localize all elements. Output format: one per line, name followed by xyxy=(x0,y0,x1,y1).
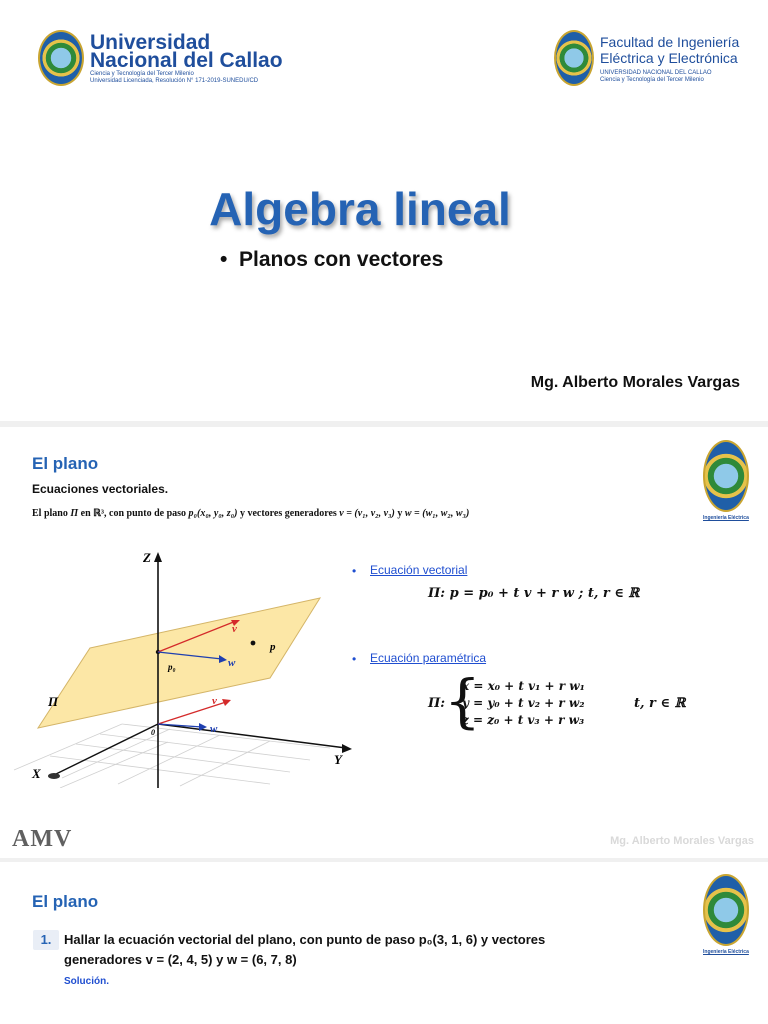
intro-p: p₀(x₀, y₀, z₀) xyxy=(188,508,238,519)
pi-label: Π xyxy=(48,694,59,709)
plane-pi xyxy=(38,598,320,728)
problem-number: 1. xyxy=(33,930,59,950)
section-title: El plano xyxy=(32,454,99,473)
author: Mg. Alberto Morales Vargas xyxy=(530,374,740,391)
vector-equation-label: Ecuación vectorial xyxy=(370,563,468,577)
intro-w: w = (w₁, w₂, w₃) xyxy=(404,508,470,519)
parametric-x: x = x₀ + t v₁ + r w₁ xyxy=(462,679,585,693)
bullet: • xyxy=(352,652,357,666)
intro-c: y vectores generadores xyxy=(237,508,340,519)
p0-label: p₀ xyxy=(168,662,176,672)
university-name-line1: Universidad xyxy=(90,31,211,54)
content-slide-2 xyxy=(0,862,768,1024)
faculty-university: UNIVERSIDAD NACIONAL DEL CALLAO xyxy=(600,70,712,76)
p-label: p xyxy=(270,641,276,653)
problem-statement: Hallar la ecuación vectorial del plano, con punto de paso p₀(3, 1, 6) y vectores generadores v = (2, 4, 5) y w = (6, 7, 8) xyxy=(64,932,546,967)
y-label: Y xyxy=(334,752,342,767)
parametric-suffix: t, r ∈ ℝ xyxy=(634,696,686,711)
w-label: w xyxy=(228,657,236,669)
intro-b: en ℝ³, con punto de paso xyxy=(78,508,189,519)
faculty-motto: Ciencia y Tecnología del Tercer Milenio xyxy=(600,77,704,83)
faculty-seal-icon xyxy=(703,874,749,946)
parametric-z: z = z₀ + t v₃ + r w₃ xyxy=(462,713,585,727)
section-title: El plano xyxy=(32,892,99,911)
faculty-seal-icon xyxy=(554,30,594,86)
title-slide xyxy=(0,0,768,420)
intro-v: v = (v₁, v₂, v₃) xyxy=(339,508,395,519)
x-label: X xyxy=(32,766,41,781)
logo-caption: Ingeniería Eléctrica xyxy=(703,949,749,955)
z-arrow-icon xyxy=(154,552,162,562)
faculty-name-line2: Eléctrica y Electrónica xyxy=(600,50,738,66)
faculty-seal-icon xyxy=(703,440,749,512)
parametric-equation-label: Ecuación paramétrica xyxy=(370,651,487,665)
footer-author: Mg. Alberto Morales Vargas xyxy=(610,835,754,847)
floor-grid xyxy=(14,724,330,788)
university-seal-icon xyxy=(38,30,84,86)
z-label: Z xyxy=(143,550,151,565)
section-subtitle: Ecuaciones vectoriales. xyxy=(32,482,169,496)
vector-equation: Π: p = p₀ + t v + r w ; t, r ∈ ℝ xyxy=(428,586,640,601)
x-axis xyxy=(56,724,158,774)
x-arrow-icon xyxy=(48,773,60,779)
logo-caption: Ingeniería Eléctrica xyxy=(703,515,749,521)
parametric-y: y = y₀ + t v₂ + r w₂ xyxy=(462,696,585,710)
intro-d: y xyxy=(394,508,405,519)
intro-pi: Π xyxy=(70,508,79,519)
university-name-line2: Nacional del Callao xyxy=(90,49,283,72)
y-arrow-icon xyxy=(342,744,352,753)
parametric-prefix: Π: xyxy=(428,696,446,711)
origin-label: 0 xyxy=(151,728,155,737)
university-motto: Ciencia y Tecnología del Tercer Milenio xyxy=(90,71,194,77)
subtitle-text: Planos con vectores xyxy=(239,248,444,271)
v-origin-label: v xyxy=(212,695,217,707)
slide-separator xyxy=(0,421,768,427)
bullet: • xyxy=(220,248,228,271)
w-origin-label: w xyxy=(210,723,218,735)
brand-logo: AMV xyxy=(12,826,73,852)
bullet: • xyxy=(352,564,357,578)
solution-label: Solución. xyxy=(64,976,109,987)
content-slide-1 xyxy=(0,428,768,860)
subtitle xyxy=(220,248,443,272)
page-title: Algebra lineal xyxy=(209,183,511,235)
v-label: v xyxy=(232,623,237,635)
p-point xyxy=(251,641,256,646)
parametric-system xyxy=(462,678,585,729)
brace-icon: { xyxy=(444,667,481,735)
university-resolution: Universidad Licenciada, Resolución N° 171-2019-SUNEDU/CD xyxy=(90,78,259,84)
plane-diagram xyxy=(0,538,360,788)
faculty-name-line1: Facultad de Ingeniería xyxy=(600,34,740,50)
intro-a: El plano xyxy=(32,508,71,519)
plane-definition xyxy=(32,508,469,519)
